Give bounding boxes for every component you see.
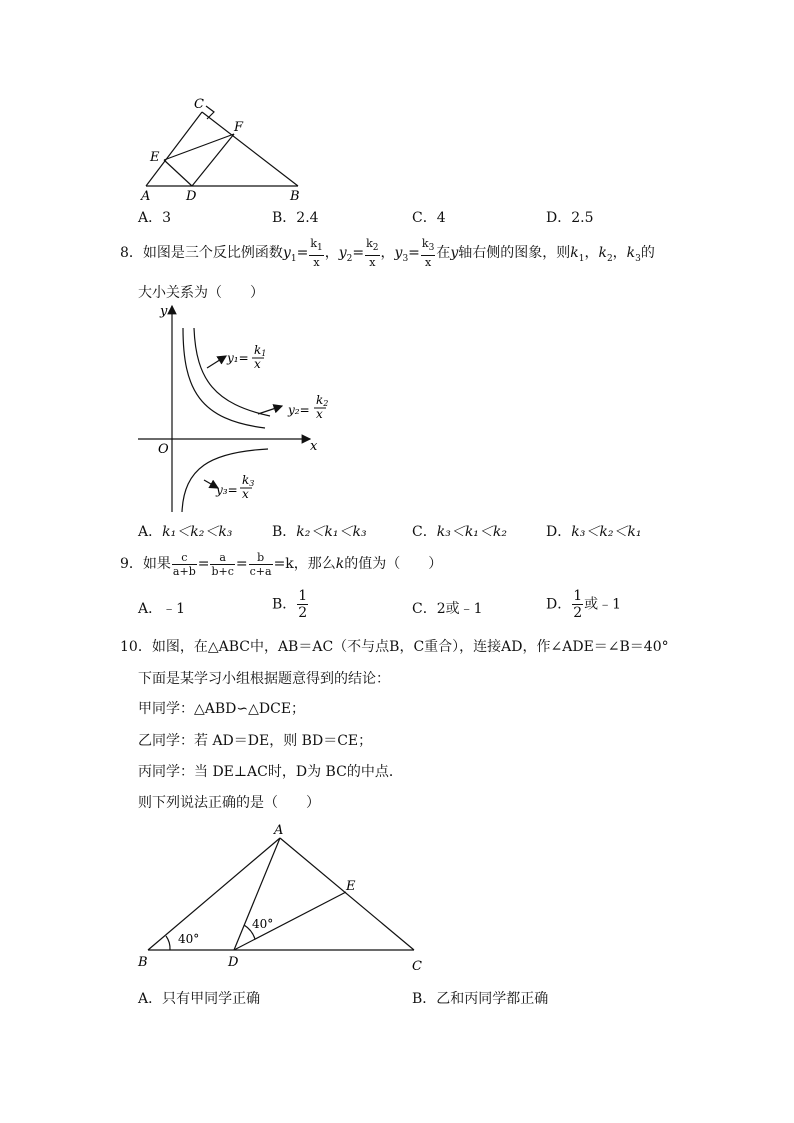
q8-graph-origin: O bbox=[158, 442, 169, 457]
q10-label-d: D bbox=[228, 955, 239, 970]
q8-option-d[interactable]: D．k₃＜k₂＜k₁ bbox=[546, 524, 642, 540]
q9-stem: 9．如果 $\frac{c}{a+b}$ = $\frac{a}{b+c}$ = $\frac{b}{c+a}$ =k，那么k的值为（ ） bbox=[120, 550, 443, 578]
q7-label-f: F bbox=[234, 120, 244, 135]
q7-label-a: A bbox=[141, 189, 151, 204]
q9-option-a[interactable]: A．﹣1 bbox=[138, 601, 186, 617]
q7-option-c[interactable]: C．4 bbox=[412, 210, 446, 226]
q8-stem: 8．如图是三个反比例函数$y_1=$ $\frac{k_1}{x}$ ，$y_2=$ $\frac{k_2}{x}$ ，$y_3=$ $\frac{k_3}{x}$ 在y轴右侧的图象，则$k_1$，$k_2$，$k_3$的 bbox=[120, 236, 655, 270]
q8-curve2-label: y₂= bbox=[288, 403, 310, 417]
svg-text:k3: k3 bbox=[242, 473, 255, 488]
q8-option-b[interactable]: B．k₂＜k₁＜k₃ bbox=[272, 524, 367, 540]
q10-label-b: B bbox=[138, 955, 148, 970]
q8-stem-line2: 大小关系为（ ） bbox=[138, 285, 264, 301]
q10-stem-line1: 10．如图，在△ABC中，AB＝AC（不与点B，C重合），连接AD，作∠ADE＝∠B＝40° bbox=[120, 639, 669, 655]
q7-option-a[interactable]: A．3 bbox=[138, 210, 172, 226]
q8-option-a[interactable]: A．k₁＜k₂＜k₃ bbox=[138, 524, 233, 540]
q8-curve1-label: y₁= bbox=[227, 351, 249, 365]
q7-label-c: C bbox=[194, 97, 204, 112]
q10-question: 则下列说法正确的是（ ） bbox=[138, 795, 320, 811]
q8-option-c[interactable]: C．k₃＜k₁＜k₂ bbox=[412, 524, 508, 540]
q10-option-a[interactable]: A．只有甲同学正确 bbox=[138, 991, 261, 1007]
q10-statement-jia: 甲同学：△ABD∽△DCE； bbox=[138, 701, 306, 717]
q7-label-d: D bbox=[186, 189, 197, 204]
q7-option-d[interactable]: D．2.5 bbox=[546, 210, 594, 226]
q10-stem-line2: 下面是某学习小组根据题意得到的结论： bbox=[138, 671, 390, 687]
q10-label-c: C bbox=[412, 959, 422, 974]
svg-text:x: x bbox=[254, 357, 261, 371]
q10-label-a: A bbox=[274, 823, 284, 838]
q10-option-b[interactable]: B．乙和丙同学都正确 bbox=[412, 991, 549, 1007]
svg-text:k2: k2 bbox=[316, 393, 329, 408]
q10-angle-d-label: 40° bbox=[252, 917, 274, 931]
q7-label-e: E bbox=[150, 150, 160, 165]
q8-graph bbox=[130, 300, 330, 515]
q10-statement-yi: 乙同学：若 AD＝DE，则 BD＝CE； bbox=[138, 733, 373, 749]
q8-graph-y-label: y bbox=[160, 304, 168, 319]
q8-curve3-label: y₃= bbox=[216, 483, 238, 497]
q10-label-e: E bbox=[346, 879, 356, 894]
svg-text:x: x bbox=[316, 407, 323, 421]
q10-angle-b-label: 40° bbox=[178, 932, 200, 946]
q7-option-b[interactable]: B．2.4 bbox=[272, 210, 319, 226]
q9-option-d[interactable]: D． $\frac{1}{2}$ 或﹣1 bbox=[546, 588, 622, 621]
svg-text:k1: k1 bbox=[254, 343, 267, 358]
svg-text:x: x bbox=[242, 487, 249, 501]
q10-statement-bing: 丙同学：当 DE⊥AC时，D为 BC的中点． bbox=[138, 764, 403, 780]
q10-figure bbox=[130, 818, 430, 980]
q9-option-b[interactable]: B． $\frac{1}{2}$ bbox=[272, 588, 308, 621]
q7-label-b: B bbox=[290, 189, 300, 204]
q7-figure bbox=[130, 92, 310, 204]
q8-graph-x-label: x bbox=[310, 439, 318, 454]
q9-option-c[interactable]: C．2或﹣1 bbox=[412, 601, 483, 617]
